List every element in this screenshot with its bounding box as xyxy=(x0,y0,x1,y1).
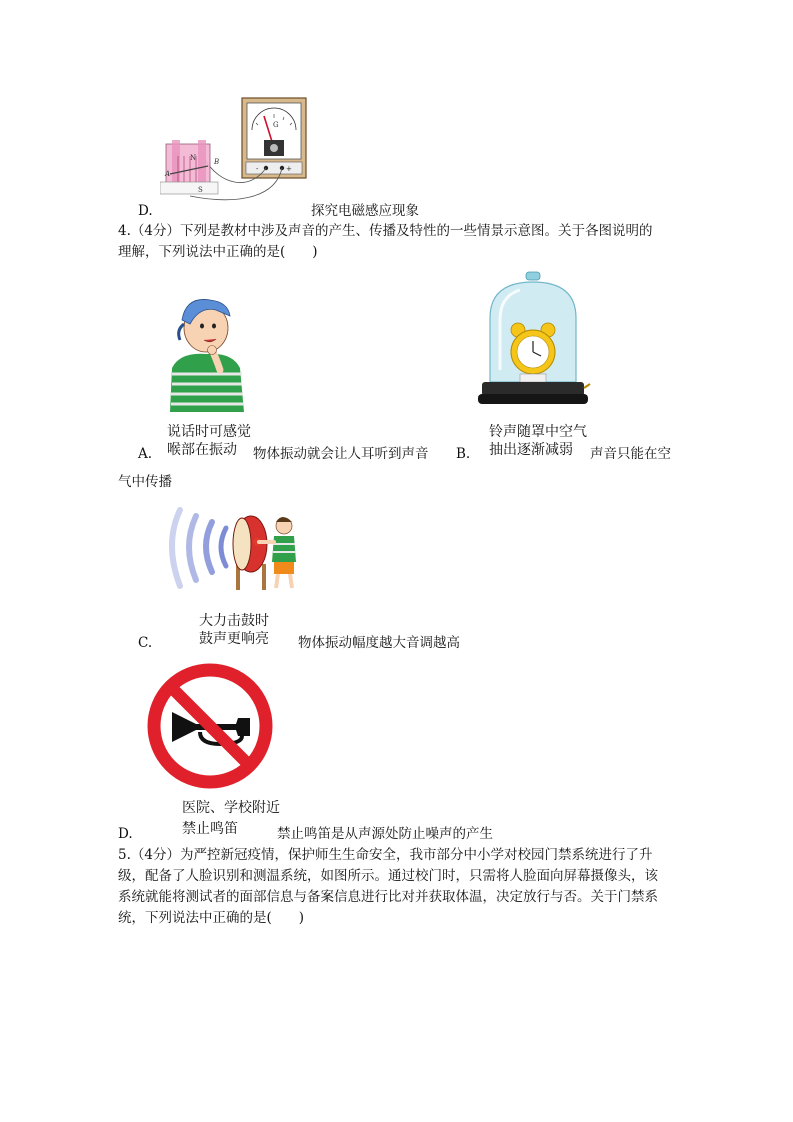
option-a-letter: A. xyxy=(138,446,153,462)
drum-image xyxy=(162,502,302,592)
option-a-text: 物体振动就会让人耳听到声音 xyxy=(253,446,429,462)
magnet-s-label: S xyxy=(198,186,203,194)
q5-line4: 统，下列说法中正确的是( ) xyxy=(118,910,305,926)
option-d-text: 禁止鸣笛是从声源处防止噪声的产生 xyxy=(277,826,493,842)
bell-jar-image xyxy=(476,270,592,412)
option-d-letter: D. xyxy=(118,826,133,842)
option-c-caption-line1: 大力击鼓时 xyxy=(199,613,269,629)
option-b-text: 声音只能在空 xyxy=(590,446,671,462)
option-c-caption-line2: 鼓声更响亮 xyxy=(199,631,269,647)
q4-stem-line1: 4.（4分）下列是教材中涉及声音的产生、传播及特性的一些情景示意图。关于各图说明的 xyxy=(118,223,653,239)
galvanometer-plus-label: + xyxy=(286,165,292,173)
option-b-text-cont: 气中传播 xyxy=(118,474,172,490)
wire-b-label: B xyxy=(214,158,220,166)
q5-line2: 级，配备了人脸识别和测温系统，如图所示。通过校门时，只需将人脸面向屏幕摄像头，该 xyxy=(118,868,658,884)
option-a-caption-line2: 喉部在振动 xyxy=(167,442,237,458)
option-b-caption-line2: 抽出逐渐减弱 xyxy=(489,442,573,458)
option-d-caption-line2: 禁止鸣笛 xyxy=(182,821,238,837)
magnet-n-label: N xyxy=(190,154,197,162)
q3-option-d-text: 探究电磁感应现象 xyxy=(311,203,419,219)
galvanometer-minus-label: - xyxy=(256,165,259,173)
option-b-letter: B. xyxy=(456,446,471,462)
q5-line3: 系统就能将测试者的面部信息与备案信息进行比对并获取体温，决定放行与否。关于门禁系 xyxy=(118,889,658,905)
option-c-letter: C. xyxy=(138,635,153,651)
boy-talking-image xyxy=(160,290,252,412)
galvanometer-g-label: G xyxy=(273,121,279,129)
wire-a-label: A xyxy=(165,170,171,178)
option-d-caption-line1: 医院、学校附近 xyxy=(182,800,280,816)
no-horn-sign-image xyxy=(146,662,274,790)
q5-line1: 5.（4分）为严控新冠疫情，保护师生生命安全，我市部分中小学对校园门禁系统进行了升 xyxy=(118,847,653,863)
option-b-caption-line1: 铃声随罩中空气 xyxy=(489,424,587,440)
q3-option-d-letter: D. xyxy=(138,203,153,219)
q4-stem-line2: 理解，下列说法中正确的是( ) xyxy=(118,244,318,260)
option-c-text: 物体振动幅度越大音调越高 xyxy=(298,635,460,651)
option-a-caption-line1: 说话时可感觉 xyxy=(167,424,251,440)
induction-apparatus-image xyxy=(160,96,310,212)
